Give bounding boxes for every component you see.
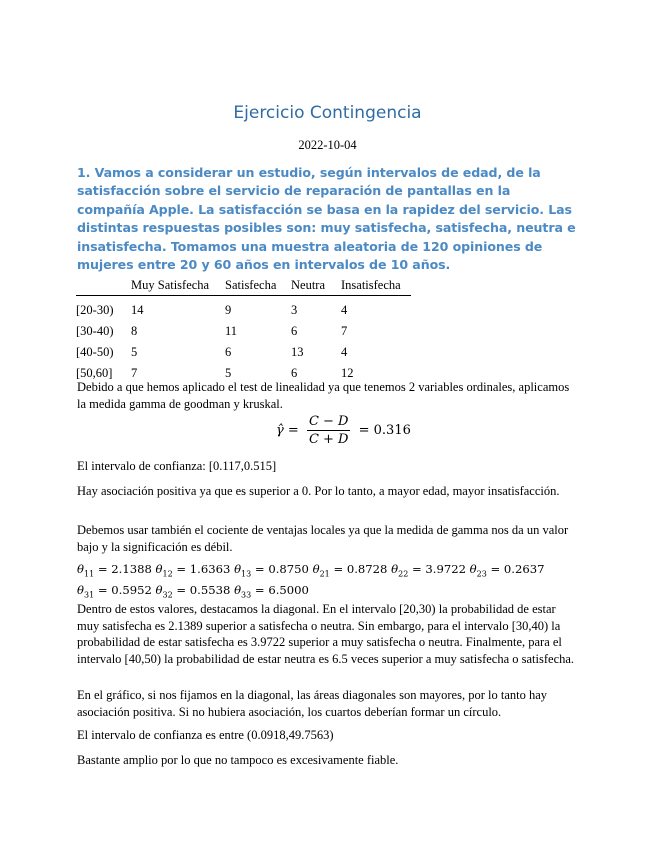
paragraph-confidence-odds: El intervalo de confianza es entre (0.0918,49.7563) — [77, 728, 334, 742]
theta-value: $\theta_{22} = 3.9722$ — [391, 562, 466, 579]
paragraph-gamma-intro: Debido a que hemos aplicado el test de linealidad ya que tenemos 2 variables ordinales, aplicamos la medida gamma de goodman y kruskal. — [77, 380, 570, 411]
table-cell: 3 — [291, 303, 298, 317]
theta-value: $\theta_{13} = 0.8750$ — [234, 562, 309, 579]
document-title: Ejercicio Contingencia — [233, 103, 422, 123]
table-cell: 12 — [341, 366, 354, 380]
theta-value: $\theta_{33} = 6.5000$ — [234, 583, 309, 600]
paragraph-confidence-gamma: El intervalo de confianza: [0.117,0.515] — [77, 459, 277, 473]
theta-value: $\theta_{31} = 0.5952$ — [77, 583, 152, 600]
table-cell: [30-40) — [76, 324, 114, 338]
local-odds-values — [77, 561, 577, 604]
contingency-table — [76, 276, 411, 384]
gamma-formula: γ̂ = $\frac{C - D}{C + D}$ = 0.316 — [276, 414, 411, 447]
theta-value: $\theta_{23} = 0.2637$ — [469, 562, 545, 579]
table-cell: 4 — [341, 345, 348, 359]
table-cell: 11 — [225, 324, 238, 338]
table-header-cell: Neutra — [291, 276, 341, 296]
table-cell: 6 — [291, 366, 298, 380]
table-cell: 6 — [291, 324, 298, 338]
table-cell: 7 — [131, 366, 138, 380]
formula-result: 0.316 — [373, 423, 411, 438]
table-cell: [40-50) — [76, 345, 114, 359]
table-header-cell: Satisfecha — [225, 276, 291, 296]
document-date: 2022-10-04 — [298, 138, 357, 152]
table-cell: 13 — [291, 345, 304, 359]
table-cell: 5 — [225, 366, 232, 380]
formula-denominator: C + D — [308, 432, 349, 447]
paragraph-diagonal: Dentro de estos valores, destacamos la diagonal. En el intervalo [20,30) la probabilidad de estar muy satisfecha es 2.1389 superior a satisfecha o neutra. Sin embargo, para el intervalo [30,40) la probabilidad de estar satisfecha es 3.9722 superior a muy satisfecha o neutra. Finalmente, para el intervalo [40,50) la probabilidad de estar neutra es 6.5 veces superior a muy satisfecha o satisfecha. — [77, 602, 575, 666]
table-header-cell: Muy Satisfecha — [131, 276, 225, 296]
paragraph-local-odds: Debemos usar también el cociente de ventajas locales ya que la medida de gamma nos da un valor bajo y la significación es débil. — [77, 523, 569, 554]
table-cell: [50,60] — [76, 366, 113, 380]
table-cell: [20-30) — [76, 303, 114, 317]
formula-lhs: γ̂ — [276, 423, 284, 438]
table-row — [76, 321, 411, 342]
theta-value: $\theta_{21} = 0.8728$ — [312, 562, 388, 579]
table-cell: 4 — [341, 303, 348, 317]
table-cell: 9 — [225, 303, 232, 317]
table-row — [76, 296, 411, 322]
table-cell: 6 — [225, 345, 232, 359]
table-cell: 14 — [131, 303, 144, 317]
table-row — [76, 342, 411, 363]
exercise-heading: 1. Vamos a considerar un estudio, según intervalos de edad, de la satisfacción sobre el servicio de reparación de pantallas en la compañía Apple. La satisfacción se basa en la rapidez del servicio. Las distintas respuestas posibles son: muy satisfecha, satisfecha, neutra e insatisfecha. Tomamos una muestra aleatoria de 120 opiniones de mujeres entre 20 y 60 años en intervalos de 10 años. — [77, 165, 576, 273]
paragraph-association: Hay asociación positiva ya que es superior a 0. Por lo tanto, a mayor edad, mayor insatisfacción. — [77, 484, 560, 498]
theta-value: $\theta_{11} = 2.1388$ — [77, 562, 152, 579]
table-header-cell: Insatisfecha — [341, 276, 411, 296]
table-header-cell — [76, 276, 131, 296]
table-header-row — [76, 276, 411, 296]
paragraph-graph: En el gráfico, si nos fijamos en la diagonal, las áreas diagonales son mayores, por lo tanto hay asociación positiva. Si no hubiera asociación, los cuartos deberían formar un círculo. — [77, 688, 548, 719]
theta-value: $\theta_{32} = 0.5538$ — [155, 583, 231, 600]
paragraph-conclusion: Bastante amplio por lo que no tampoco es excesivamente fiable. — [77, 753, 399, 767]
formula-numerator: C − D — [308, 414, 349, 429]
theta-value: $\theta_{12} = 1.6363$ — [155, 562, 231, 579]
formula-fraction — [307, 414, 351, 447]
table-cell: 7 — [341, 324, 348, 338]
table-cell: 8 — [131, 324, 138, 338]
table-cell: 5 — [131, 345, 138, 359]
